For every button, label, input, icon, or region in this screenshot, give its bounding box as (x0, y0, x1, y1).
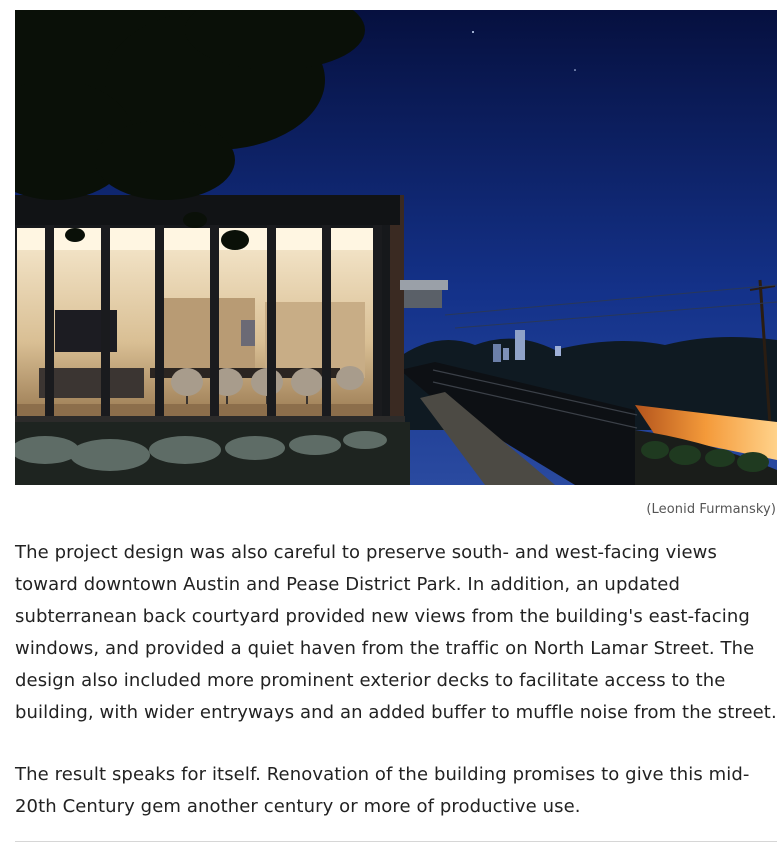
article-photo (15, 10, 777, 485)
article-paragraph: The project design was also careful to preserve south- and west-facing views toward downtown Austin and Pease District Park. In addition, an updated subterranean back courtyard provided new views from the building's east-facing windows, and provided a quiet haven from the traffic on North Lamar Street. The design also included more prominent exterior decks to facilitate access to the building, with wider entryways and an added buffer to muffle noise from the street. (15, 542, 777, 723)
section-divider (15, 841, 777, 842)
article-paragraph: The result speaks for itself. Renovation of the building promises to give this mid-20th Century gem another century or more of productive use. (15, 764, 750, 817)
night-building-photo (15, 10, 777, 485)
photo-credit: (Leonid Furmansky) (646, 502, 776, 517)
